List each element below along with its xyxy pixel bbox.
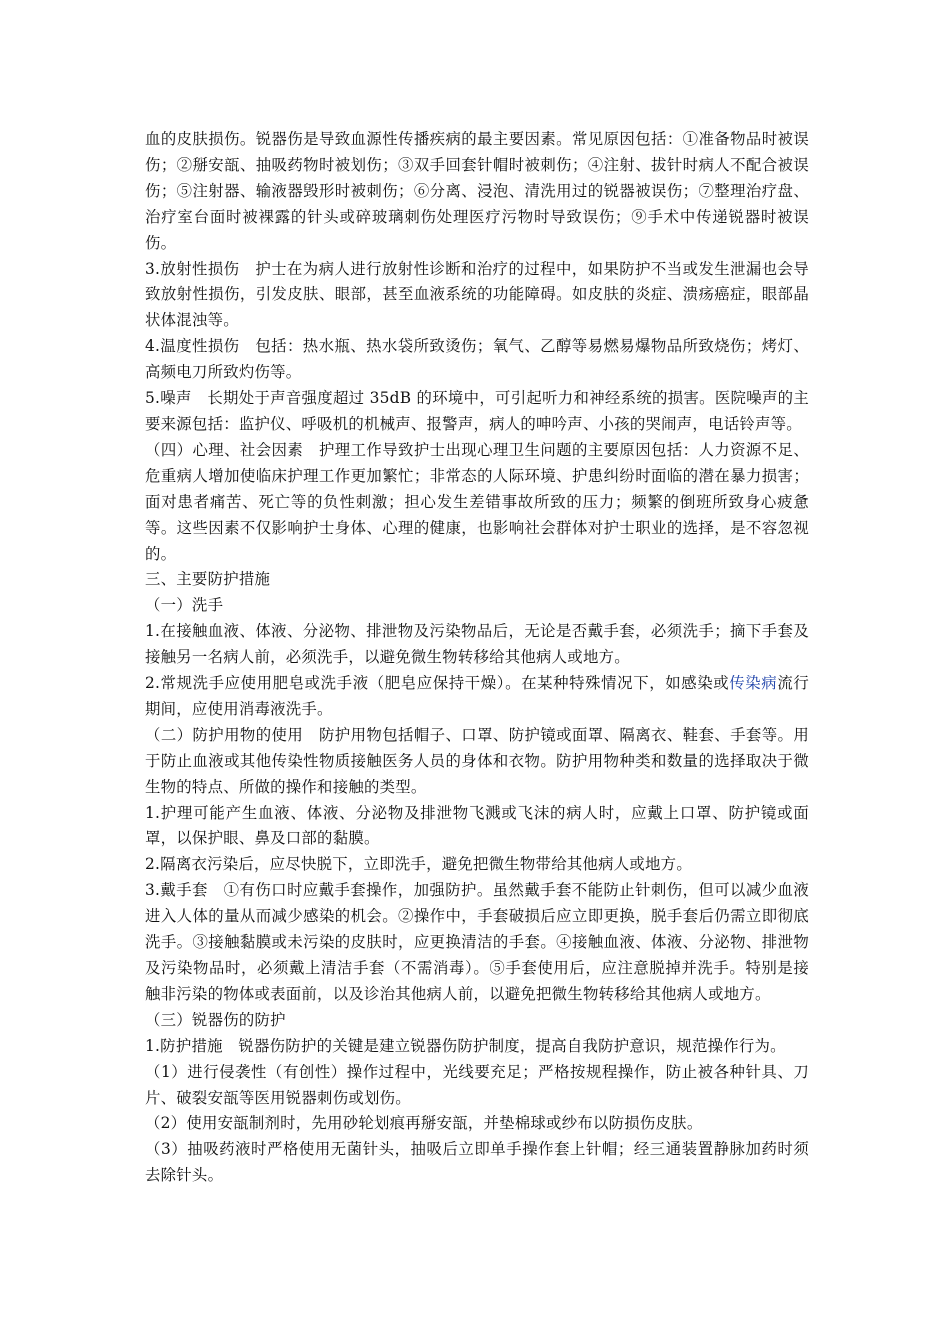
paragraph-measure-1: （1）进行侵袭性（有创性）操作过程中，光线要充足；严格按规程操作，防止被各种针具、刀片、破裂安瓿等医用锐器刺伤或划伤。	[145, 1062, 809, 1107]
paragraph-protection-measures: 1.防护措施 锐器伤防护的关键是建立锐器伤防护制度，提高自我防护意识，规范操作行为。	[145, 1036, 786, 1055]
section-heading-protective-measures: 三、主要防护措施	[145, 570, 271, 589]
paragraph-radiation-injury: 3.放射性损伤 护士在为病人进行放射性诊断和治疗的过程中，如果防护不当或发生泄漏也会导致放射性损伤，引发皮肤、眼部，甚至血液系统的功能障碍。如皮肤的炎症、溃疡癌症，眼部晶状体混浊等。	[145, 259, 809, 330]
subheading-sharp-injury-protection: （三）锐器伤的防护	[145, 1010, 286, 1029]
paragraph-psychosocial-factors: （四）心理、社会因素 护理工作导致护士出现心理卫生问题的主要原因包括：人力资源不足、危重病人增加使临床护理工作更加繁忙；非常态的人际环境、护患纠纷时面临的潜在暴力损害；面对患者痛苦、死亡等的负性刺激；担心发生差错事故所致的压力；频繁的倒班所致身心疲惫等。这些因素不仅影响护士身体、心理的健康，也影响社会群体对护士职业的选择，是不容忽视的。	[145, 440, 809, 563]
document-page	[145, 127, 809, 1189]
subheading-protective-equipment: （二）防护用物的使用 防护用物包括帽子、口罩、防护镜或面罩、隔离衣、鞋套、手套等。用于防止血液或其他传染性物质接触医务人员的身体和衣物。防护用物种类和数量的选择取决于微生物的特点、所做的操作和接触的类型。	[145, 725, 809, 796]
paragraph-protective-equipment-2: 2.隔离衣污染后，应尽快脱下，立即洗手，避免把微生物带给其他病人或地方。	[145, 855, 692, 874]
paragraph-noise: 5.噪声 长期处于声音强度超过 35dB 的环境中，可引起听力和神经系统的损害。医院噪声的主要来源包括：监护仪、呼吸机的机械声、报警声，病人的呻吟声、小孩的哭闹声，电话铃声等。	[145, 389, 809, 433]
paragraph-hand-washing-2	[145, 671, 809, 723]
infectious-disease-link[interactable]: 传染病	[729, 674, 778, 693]
subheading-hand-washing: （一）洗手	[145, 596, 224, 615]
paragraph-hand-washing-1: 1.在接触血液、体液、分泌物、排泄物及污染物品后，无论是否戴手套，必须洗手；摘下手套及接触另一名病人前，必须洗手，以避免微生物转移给其他病人或地方。	[145, 622, 809, 667]
text-after-link: 流行期间，应使用消毒液洗手。	[145, 674, 809, 718]
paragraph-measure-3: （3）抽吸药液时严格使用无菌针头，抽吸后立即单手操作套上针帽；经三通装置静脉加药时须去除针头。	[145, 1140, 809, 1185]
paragraph-sharp-injury-causes: 血的皮肤损伤。锐器伤是导致血源性传播疾病的最主要因素。常见原因包括：①准备物品时被误伤；②掰安瓿、抽吸药物时被划伤；③双手回套针帽时被刺伤；④注射、拔针时病人不配合被误伤；⑤注射器、输液器毁形时被刺伤；⑥分离、浸泡、清洗用过的锐器被误伤；⑦整理治疗盘、治疗室台面时被裸露的针头或碎玻璃刺伤处理医疗污物时导致误伤；⑨手术中传递锐器时被误伤。	[145, 130, 809, 252]
paragraph-protective-equipment-1: 1.护理可能产生血液、体液、分泌物及排泄物飞溅或飞沫的病人时，应戴上口罩、防护镜或面罩，以保护眼、鼻及口部的黏膜。	[145, 803, 809, 848]
paragraph-measure-2: （2）使用安瓿制剂时，先用砂轮划痕再掰安瓿，并垫棉球或纱布以防损伤皮肤。	[145, 1114, 703, 1133]
paragraph-thermal-injury: 4.温度性损伤 包括：热水瓶、热水袋所致烫伤；氧气、乙醇等易燃易爆物品所致烧伤；烤灯、高频电刀所致灼伤等。	[145, 337, 809, 382]
paragraph-wearing-gloves: 3.戴手套 ①有伤口时应戴手套操作，加强防护。虽然戴手套不能防止针刺伤，但可以减少血液进入人体的量从而减少感染的机会。②操作中，手套破损后应立即更换，脱手套后仍需立即彻底洗手。③接触黏膜或未污染的皮肤时，应更换清洁的手套。④接触血液、体液、分泌物、排泄物及污染物品时，必须戴上清洁手套（不需消毒）。⑤手套使用后，应注意脱掉并洗手。特别是接触非污染的物体或表面前，以及诊治其他病人前，以避免把微生物转移给其他病人或地方。	[145, 881, 809, 1003]
text-before-link: 2.常规洗手应使用肥皂或洗手液（肥皂应保持干燥）。在某种特殊情况下，如感染或	[145, 674, 730, 693]
